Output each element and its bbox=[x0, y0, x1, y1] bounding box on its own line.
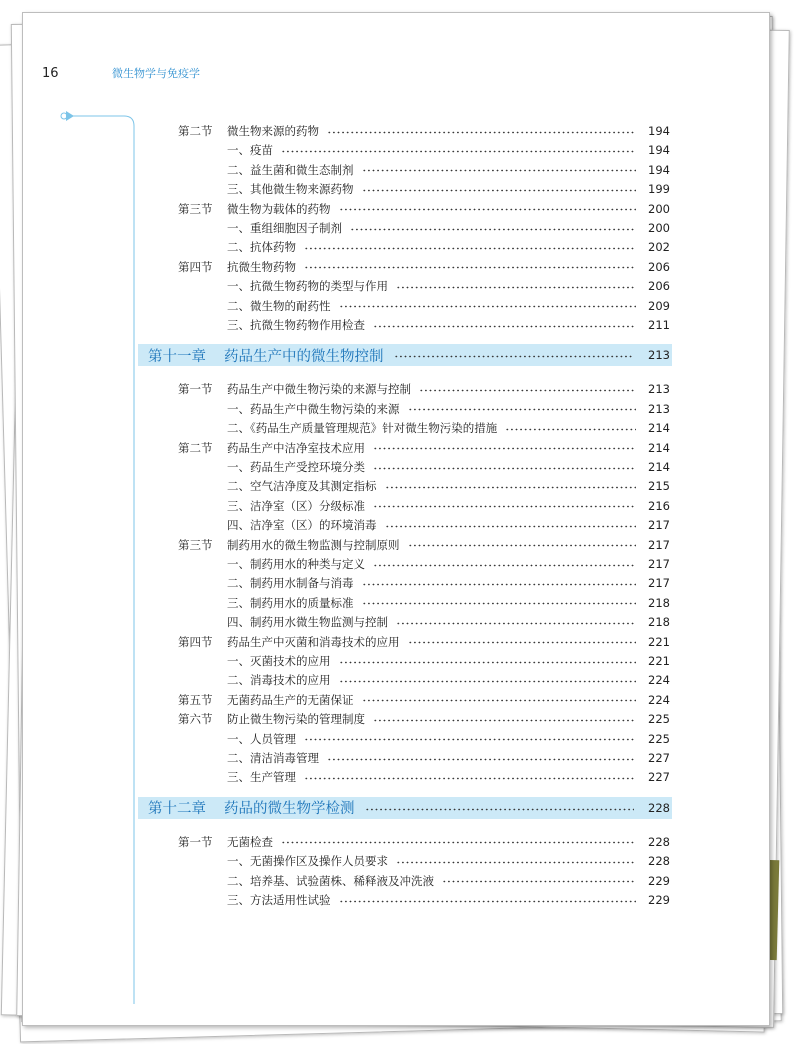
entry-title: 一、人员管理 bbox=[227, 731, 296, 746]
toc-section bbox=[178, 380, 670, 398]
leader-dots bbox=[362, 583, 637, 586]
leader-dots bbox=[281, 150, 636, 153]
entry-title: 无菌药品生产的无菌保证 bbox=[227, 692, 354, 707]
entry-title: 三、生产管理 bbox=[227, 770, 296, 785]
entry-title: 防止微生物污染的管理制度 bbox=[227, 712, 365, 727]
entry-title: 微生物来源的药物 bbox=[227, 124, 319, 138]
chapter-heading bbox=[138, 797, 672, 819]
leader-dots bbox=[408, 641, 637, 644]
chapter-number: 第十一章 bbox=[148, 348, 206, 365]
entry-title: 二、空气洁净度及其测定指标 bbox=[227, 479, 377, 494]
leader-dots bbox=[442, 880, 636, 883]
toc-section bbox=[178, 833, 670, 851]
toc-section bbox=[178, 633, 670, 651]
page-ref: 218 bbox=[648, 595, 670, 610]
page-ref: 194 bbox=[648, 124, 670, 138]
entry-title: 无菌检查 bbox=[227, 834, 273, 849]
entry-title: 二、清洁消毒管理 bbox=[227, 751, 319, 765]
leader-dots bbox=[339, 680, 637, 683]
chapter-heading bbox=[138, 344, 672, 366]
entry-title: 二、《药品生产质量管理规范》针对微生物污染的措施 bbox=[227, 421, 498, 436]
leader-dots bbox=[365, 808, 635, 811]
entry-title: 药品生产中微生物污染的来源与控制 bbox=[227, 382, 411, 397]
page-ref: 228 bbox=[648, 800, 670, 815]
toc-item bbox=[178, 458, 670, 476]
section-number: 第五节 bbox=[178, 692, 213, 707]
page-ref: 217 bbox=[648, 537, 670, 552]
page-ref: 217 bbox=[648, 576, 670, 591]
section-number: 第六节 bbox=[178, 712, 213, 727]
entry-title: 三、方法适用性试验 bbox=[227, 893, 331, 907]
toc-item bbox=[178, 768, 670, 786]
page-ref: 194 bbox=[648, 162, 670, 177]
page-ref: 213 bbox=[648, 382, 670, 397]
toc-item bbox=[178, 730, 670, 748]
entry-title: 一、制药用水的种类与定义 bbox=[227, 557, 365, 571]
entry-title: 药品生产中灭菌和消毒技术的应用 bbox=[227, 634, 400, 649]
entry-title: 二、益生菌和微生态制剂 bbox=[227, 162, 354, 177]
entry-title: 一、重组细胞因子制剂 bbox=[227, 221, 342, 235]
page-ref: 217 bbox=[648, 518, 670, 533]
page-ref: 229 bbox=[648, 893, 670, 907]
page-ref: 225 bbox=[648, 712, 670, 727]
entry-title: 二、抗体药物 bbox=[227, 240, 296, 255]
page-ref: 213 bbox=[648, 348, 670, 363]
leader-dots bbox=[339, 305, 637, 308]
entry-title: 一、疫苗 bbox=[227, 143, 273, 158]
toc-item bbox=[178, 852, 670, 870]
page-ref: 214 bbox=[648, 460, 670, 474]
toc-section bbox=[178, 258, 670, 276]
entry-title: 二、微生物的耐药性 bbox=[227, 298, 331, 313]
toc-section bbox=[178, 536, 670, 554]
leader-dots bbox=[304, 247, 636, 250]
toc-item bbox=[178, 238, 670, 256]
leader-dots bbox=[373, 325, 636, 328]
toc-section bbox=[178, 122, 670, 140]
leader-dots bbox=[304, 266, 636, 269]
leader-dots bbox=[385, 486, 637, 489]
page-ref: 218 bbox=[648, 615, 670, 630]
book-title: 微生物学与免疫学 bbox=[112, 67, 200, 80]
leader-dots bbox=[394, 355, 635, 358]
toc-item bbox=[178, 277, 670, 295]
page-ref: 224 bbox=[648, 692, 670, 707]
page-ref: 224 bbox=[648, 673, 670, 688]
leader-dots bbox=[396, 622, 636, 625]
leader-dots bbox=[408, 408, 637, 411]
toc-item bbox=[178, 574, 670, 592]
leader-dots bbox=[373, 719, 636, 722]
entry-title: 一、药品生产受控环境分类 bbox=[227, 460, 365, 474]
section-number: 第二节 bbox=[178, 124, 213, 138]
leader-dots bbox=[373, 447, 636, 450]
chapter-title: 药品生产中的微生物控制 bbox=[224, 348, 384, 365]
leader-dots bbox=[281, 841, 636, 844]
leader-dots bbox=[362, 602, 637, 605]
page-ref: 214 bbox=[648, 421, 670, 436]
leader-dots bbox=[373, 467, 636, 470]
page-ref: 221 bbox=[648, 654, 670, 668]
section-number: 第四节 bbox=[178, 259, 213, 274]
toc-section bbox=[178, 200, 670, 218]
leader-dots bbox=[362, 169, 637, 172]
page-ref: 206 bbox=[648, 279, 670, 294]
page-ref: 206 bbox=[648, 259, 670, 274]
leader-dots bbox=[505, 428, 636, 431]
page-ref: 221 bbox=[648, 634, 670, 649]
toc-item bbox=[178, 400, 670, 418]
entry-title: 二、消毒技术的应用 bbox=[227, 673, 331, 688]
entry-title: 二、制药用水制备与消毒 bbox=[227, 576, 354, 591]
entry-title: 微生物为载体的药物 bbox=[227, 201, 331, 216]
leader-dots bbox=[362, 699, 637, 702]
toc-section bbox=[178, 710, 670, 728]
toc-item bbox=[178, 219, 670, 237]
section-number: 第一节 bbox=[178, 834, 213, 849]
toc-item bbox=[178, 419, 670, 437]
entry-title: 三、其他微生物来源药物 bbox=[227, 182, 354, 197]
page-ref: 215 bbox=[648, 479, 670, 494]
toc-item bbox=[178, 141, 670, 159]
leader-dots bbox=[327, 758, 636, 761]
page-ref: 225 bbox=[648, 731, 670, 746]
entry-title: 抗微生物药物 bbox=[227, 259, 296, 274]
page-ref: 227 bbox=[648, 770, 670, 785]
entry-title: 四、洁净室（区）的环境消毒 bbox=[227, 518, 377, 533]
entry-title: 一、药品生产中微生物污染的来源 bbox=[227, 401, 400, 416]
leader-dots bbox=[373, 564, 636, 567]
leader-dots bbox=[362, 189, 637, 192]
entry-title: 二、培养基、试验菌株、稀释液及冲洗液 bbox=[227, 873, 434, 888]
leader-dots bbox=[419, 389, 636, 392]
toc-item bbox=[178, 316, 670, 334]
leader-dots bbox=[385, 525, 637, 528]
toc-item bbox=[178, 477, 670, 495]
toc-section bbox=[178, 439, 670, 457]
toc-item bbox=[178, 872, 670, 890]
page-ref: 228 bbox=[648, 854, 670, 869]
entry-title: 四、制药用水微生物监测与控制 bbox=[227, 615, 388, 630]
page-ref: 227 bbox=[648, 751, 670, 765]
page-ref: 200 bbox=[648, 201, 670, 216]
page-ref: 213 bbox=[648, 401, 670, 416]
leader-dots bbox=[304, 777, 636, 780]
toc-item bbox=[178, 891, 670, 909]
toc-item bbox=[178, 652, 670, 670]
entry-title: 三、抗微生物药物作用检查 bbox=[227, 318, 365, 332]
toc-item bbox=[178, 594, 670, 612]
leader-dots bbox=[339, 661, 637, 664]
page-ref: 194 bbox=[648, 143, 670, 158]
page-ref: 217 bbox=[648, 557, 670, 571]
page-ref: 202 bbox=[648, 240, 670, 255]
toc-item bbox=[178, 555, 670, 573]
section-number: 第三节 bbox=[178, 201, 213, 216]
page-ref: 209 bbox=[648, 298, 670, 313]
toc-item bbox=[178, 297, 670, 315]
entry-title: 药品生产中洁净室技术应用 bbox=[227, 440, 365, 455]
leader-dots bbox=[373, 505, 636, 508]
toc-item bbox=[178, 516, 670, 534]
section-number: 第二节 bbox=[178, 440, 213, 455]
leader-dots bbox=[350, 228, 636, 231]
section-number: 第一节 bbox=[178, 382, 213, 397]
chapter-title: 药品的微生物学检测 bbox=[224, 801, 355, 818]
toc-item bbox=[178, 497, 670, 515]
page-ref: 211 bbox=[648, 318, 670, 332]
leader-dots bbox=[396, 861, 636, 864]
leader-dots bbox=[304, 738, 636, 741]
toc-item bbox=[178, 749, 670, 767]
entry-title: 三、洁净室（区）分级标准 bbox=[227, 498, 365, 513]
section-number: 第四节 bbox=[178, 634, 213, 649]
page-ref: 228 bbox=[648, 834, 670, 849]
page-ref: 214 bbox=[648, 440, 670, 455]
toc-item bbox=[178, 180, 670, 198]
entry-title: 一、抗微生物药物的类型与作用 bbox=[227, 279, 388, 294]
page-ref: 200 bbox=[648, 221, 670, 235]
toc-item bbox=[178, 671, 670, 689]
toc-item bbox=[178, 613, 670, 631]
entry-title: 一、灭菌技术的应用 bbox=[227, 654, 331, 668]
leader-dots bbox=[396, 286, 636, 289]
page-ref: 229 bbox=[648, 873, 670, 888]
page-ref: 199 bbox=[648, 182, 670, 197]
page-number: 16 bbox=[42, 65, 59, 81]
page-ref: 216 bbox=[648, 498, 670, 513]
toc-section bbox=[178, 691, 670, 709]
leader-dots bbox=[339, 208, 637, 211]
toc-item bbox=[178, 161, 670, 179]
leader-dots bbox=[408, 544, 637, 547]
chapter-number: 第十二章 bbox=[148, 801, 206, 818]
section-number: 第三节 bbox=[178, 537, 213, 552]
leader-dots bbox=[339, 900, 637, 903]
leader-dots bbox=[327, 131, 636, 134]
entry-title: 制药用水的微生物监测与控制原则 bbox=[227, 537, 400, 552]
entry-title: 三、制药用水的质量标准 bbox=[227, 595, 354, 610]
entry-title: 一、无菌操作区及操作人员要求 bbox=[227, 854, 388, 869]
